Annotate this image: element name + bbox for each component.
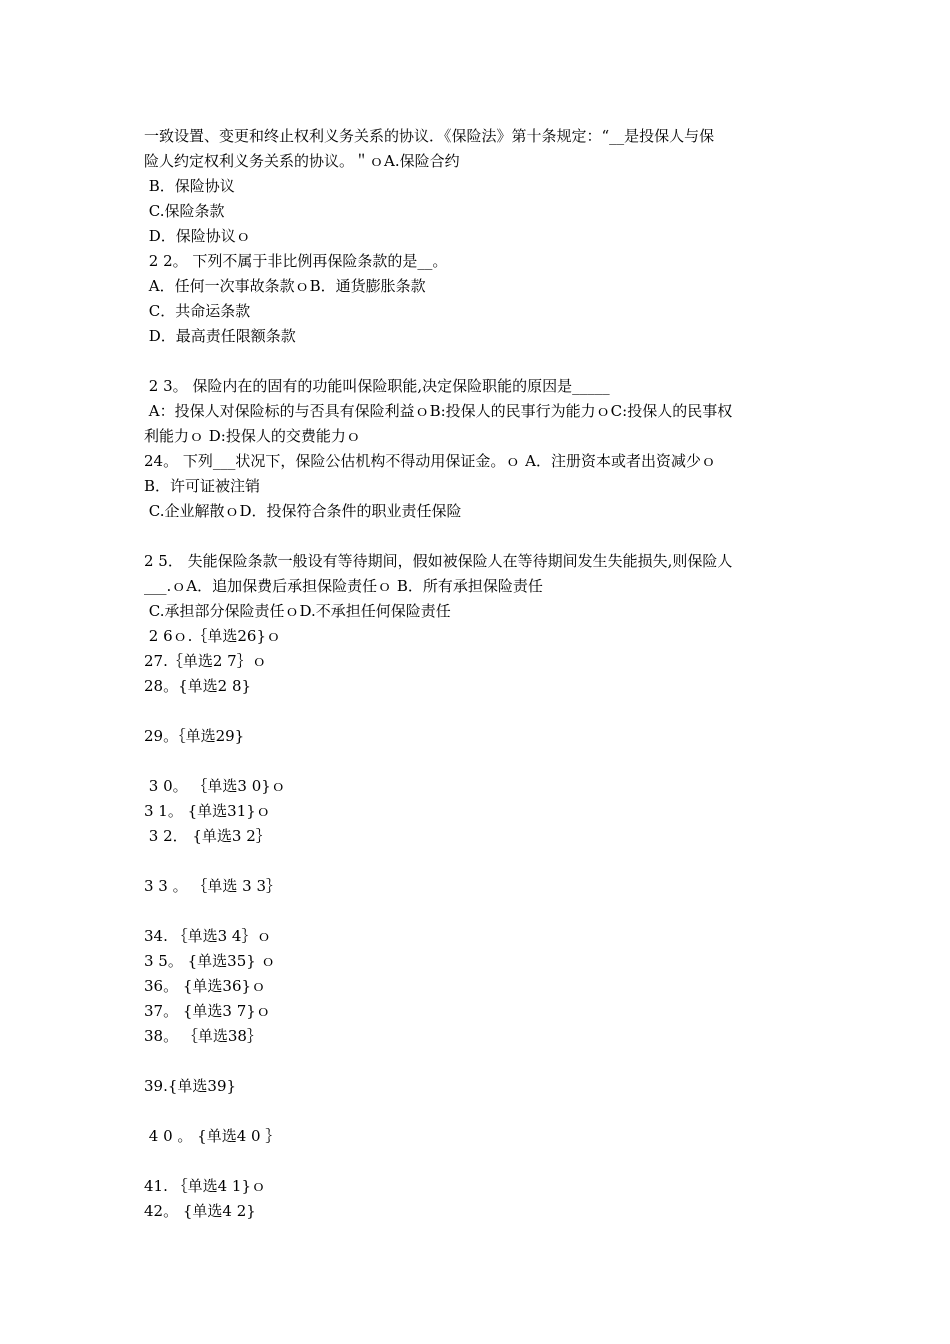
option-line: C.承担部分保险责任ｏD.不承担任何保险责任 [144,602,451,620]
question-line: 39.{单选39} [144,1077,237,1095]
question-line: 2 2。 下列不属于非比例再保险条款的是__。 [144,252,448,270]
blank-line [144,1099,814,1124]
document-page [144,124,814,1224]
question-line: 34. ｛单选3 4｝ｏ [144,927,272,945]
question-line: 41. ｛单选4 1}ｏ [144,1177,267,1195]
blank-line [144,1149,814,1174]
question-line: 2 5． 失能保险条款一般设有等待期间，假如被保险人在等待期间发生失能损失,则保险人 [144,552,733,570]
text-line: 一致设置、变更和终止权利义务关系的协议．《保险法》第十条规定：“__是投保人与保 [144,127,715,145]
option-line: B．保险协议 [144,177,235,195]
question-line: 28。{单选2 8} [144,677,252,695]
option-line: A：投保人对保险标的与否具有保险利益ｏB:投保人的民事行为能力ｏC:投保人的民事权 [144,402,733,420]
question-line: 29。｛单选29} [144,727,245,745]
blank-line [144,849,814,874]
blank-line [144,349,814,374]
option-line: ___.ｏA．追加保费后承担保险责任ｏ B．所有承担保险责任 [144,577,543,595]
option-line: A．任何一次事故条款ｏB．通货膨胀条款 [144,277,426,295]
question-line: 27.｛单选2 7｝ｏ [144,652,267,670]
option-line: C．共命运条款 [144,302,251,320]
blank-line [144,899,814,924]
question-line: 37。 {单选3 7}ｏ [144,1002,271,1020]
question-line: 3 1。 {单选31}ｏ [144,802,271,820]
question-line: 4 0 。 {单选4 0 ｝ [144,1127,281,1145]
question-line: 42。 {单选4 2} [144,1202,256,1220]
question-line: 3 3 。 ｛单选 3 3｝ [144,877,282,895]
question-line: 2 6ｏ.｛单选26}ｏ [144,627,282,645]
question-line: 36。 {单选36}ｏ [144,977,267,995]
blank-line [144,749,814,774]
question-line: 24。 下列___状况下，保险公估机构不得动用保证金。ｏ A．注册资本或者出资减少ｏ [144,452,716,470]
option-line: C.企业解散ｏD．投保符合条件的职业责任保险 [144,502,462,520]
blank-line [144,699,814,724]
blank-line [144,1049,814,1074]
text-line: 险人约定权利义务关系的协议。＂ｏA.保险合约 [144,152,460,170]
question-line: 2 3。 保险内在的固有的功能叫保险职能,决定保险职能的原因是_____ [144,377,610,395]
option-line: B．许可证被注销 [144,477,261,495]
blank-line [144,524,814,549]
question-line: 3 2． {单选3 2｝ [144,827,271,845]
option-line: C.保险条款 [144,202,225,220]
option-line: D．保险协议ｏ [144,227,251,245]
question-line: 3 5。 {单选35} ｏ [144,952,276,970]
option-line: D．最高责任限额条款 [144,327,296,345]
question-line: 38。 ｛单选38｝ [144,1027,262,1045]
question-line: 3 0。 ｛单选3 0}ｏ [144,777,286,795]
option-line: 利能力ｏ D:投保人的交费能力ｏ [144,427,361,445]
